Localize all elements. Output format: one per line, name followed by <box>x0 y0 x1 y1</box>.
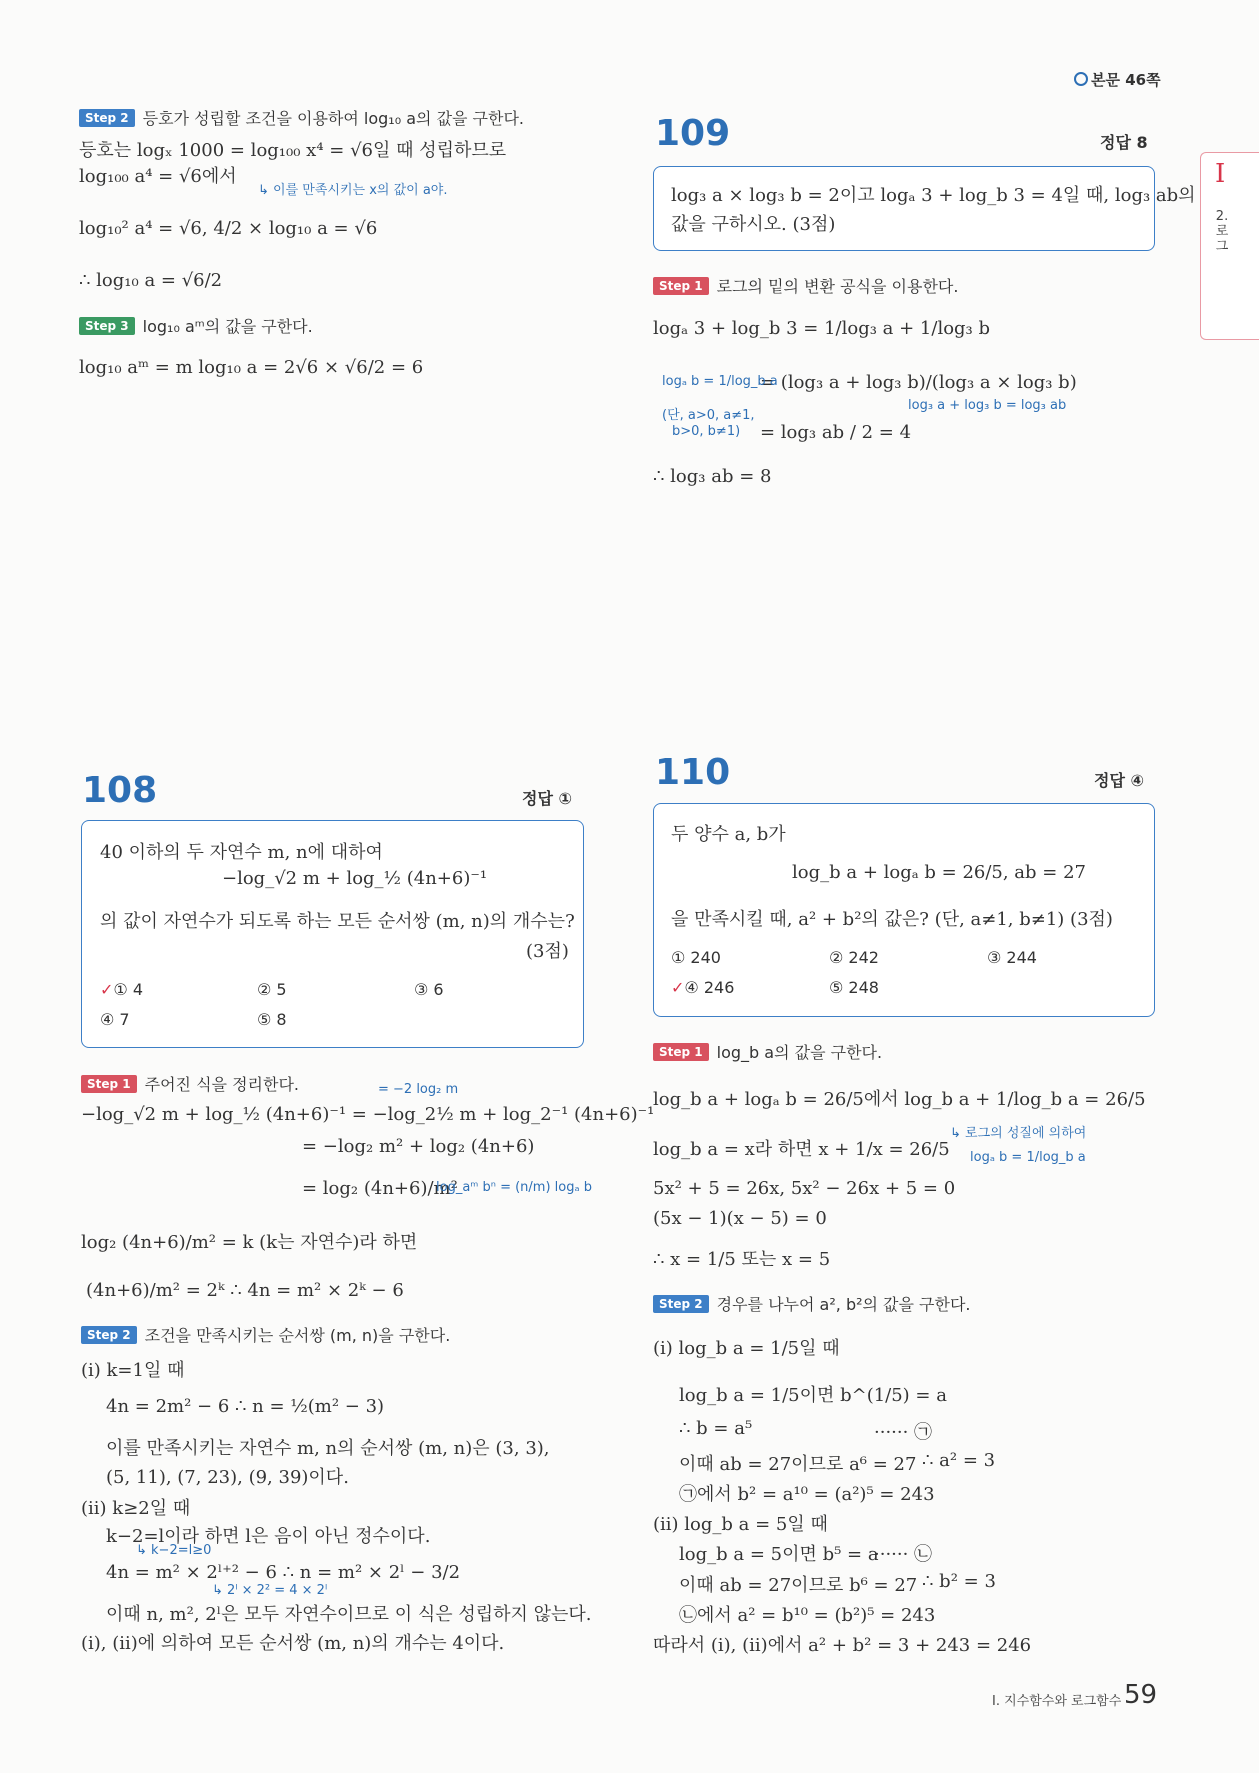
p110-step2-heading <box>653 1292 971 1315</box>
p110-solution-5: ∴ x = 1/5 또는 x = 5 <box>653 1249 831 1270</box>
p110-case-9: ㉡에서 a² = b¹⁰ = (b²)⁵ = 243 <box>679 1605 936 1626</box>
checkmark-icon: ✓ <box>100 980 114 999</box>
choice-108-1[interactable] <box>100 980 143 999</box>
left-line-5: log₁₀ aᵐ = m log₁₀ a = 2√6 × √6/2 = 6 <box>79 357 424 378</box>
question-110-line-3: 을 만족시킬 때, a² + b²의 값은? (단, a≠1, b≠1) (3점) <box>671 909 1113 930</box>
step-title: log₁₀ aᵐ의 값을 구한다. <box>142 317 313 336</box>
choice-108-4[interactable]: ④ 7 <box>100 1010 130 1029</box>
p109-solution-2: = (log₃ a + log₃ b)/(log₃ a × log₃ b) <box>760 372 1077 393</box>
page-reference <box>1074 69 1161 90</box>
footer-chapter: I. 지수함수와 로그함수 <box>992 1694 1122 1709</box>
step-title: 경우를 나누어 a², b²의 값을 구한다. <box>716 1295 971 1314</box>
side-tab-roman: I <box>1215 159 1226 189</box>
question-110-line-1: 두 양수 a, b가 <box>671 824 786 845</box>
question-108-line-2: −log_√2 m + log_½ (4n+6)⁻¹ <box>222 868 488 889</box>
p108-case-6: k−2=l이라 하면 l은 음이 아닌 정수이다. <box>106 1526 431 1547</box>
choice-108-2[interactable]: ② 5 <box>257 980 287 999</box>
step-title: 조건을 만족시키는 순서쌍 (m, n)을 구한다. <box>144 1326 451 1345</box>
page-reference-text: 본문 46쪽 <box>1091 71 1161 89</box>
question-108-line-4: (3점) <box>526 941 569 962</box>
p110-case-5: ㉠에서 b² = a¹⁰ = (a²)⁵ = 243 <box>679 1484 935 1505</box>
p109-solution-3: = log₃ ab / 2 = 4 <box>760 422 912 443</box>
p109-note-d: log₃ a + log₃ b = log₃ ab <box>908 398 1067 413</box>
step-badge: Step 1 <box>653 1043 709 1061</box>
answer-108: 정답 ① <box>522 789 573 808</box>
question-108-line-1: 40 이하의 두 자연수 m, n에 대하여 <box>100 842 383 863</box>
choice-110-5[interactable]: ⑤ 248 <box>829 978 879 997</box>
p110-solution-4: (5x − 1)(x − 5) = 0 <box>653 1208 827 1229</box>
p108-expr-2: = −log₂ m² + log₂ (4n+6) <box>302 1136 535 1157</box>
left-line-1: 등호는 logₓ 1000 = log₁₀₀ x⁴ = √6일 때 성립하므로 <box>79 140 507 161</box>
p108-case-2: 4n = 2m² − 6 ∴ n = ½(m² − 3) <box>106 1396 385 1417</box>
p108-note-1: = −2 log₂ m <box>378 1082 459 1097</box>
choice-110-1[interactable]: ① 240 <box>671 948 721 967</box>
step-badge: Step 1 <box>653 277 709 295</box>
left-line-2: log₁₀₀ a⁴ = √6에서 <box>79 166 237 187</box>
left-line-4: ∴ log₁₀ a = √6/2 <box>79 270 223 291</box>
p110-case-4-result: ∴ a² = 3 <box>922 1450 996 1471</box>
p108-case-9: (i), (ii)에 의하여 모든 순서쌍 (m, n)의 개수는 4이다. <box>81 1633 505 1654</box>
p108-step1-heading <box>81 1072 299 1095</box>
step-title: log_b a의 값을 구한다. <box>716 1043 883 1062</box>
p110-case-10: 따라서 (i), (ii)에서 a² + b² = 3 + 243 = 246 <box>653 1635 1032 1656</box>
p110-case-2: log_b a = 1/5이면 b^(1/5) = a <box>679 1385 947 1406</box>
choice-110-3[interactable]: ③ 244 <box>987 948 1037 967</box>
p109-step1-heading <box>653 274 958 297</box>
choice-108-5[interactable]: ⑤ 8 <box>257 1010 287 1029</box>
step-title: 등호가 성립할 조건을 이용하여 log₁₀ a의 값을 구한다. <box>142 109 525 128</box>
p108-expr-1: −log_√2 m + log_½ (4n+6)⁻¹ = −log_2½ m + log_2⁻¹ (4n+6)⁻¹ <box>81 1104 655 1125</box>
p110-note-2: logₐ b = 1/log_b a <box>970 1150 1086 1165</box>
chapter-side-tab <box>1200 152 1259 340</box>
question-109-line-1: log₃ a × log₃ b = 2이고 logₐ 3 + log_b 3 = 4일 때, log₃ ab의 <box>671 185 1196 206</box>
problem-number-108: 108 <box>82 770 158 811</box>
step-title: 로그의 밑의 변환 공식을 이용한다. <box>716 277 959 296</box>
p110-case-7: log_b a = 5이면 b⁵ = a <box>679 1544 879 1565</box>
p108-case-4: (5, 11), (7, 23), (9, 39)이다. <box>106 1467 349 1488</box>
p110-case-6: (ii) log_b a = 5일 때 <box>653 1514 828 1535</box>
p108-expr-3: = log₂ (4n+6)/m² <box>302 1178 458 1199</box>
choice-110-2[interactable]: ② 242 <box>829 948 879 967</box>
p110-case-8-result: ∴ b² = 3 <box>922 1571 996 1592</box>
p108-step2-heading <box>81 1323 450 1346</box>
p110-solution-2: log_b a = x라 하면 x + 1/x = 26/5 <box>653 1139 950 1160</box>
p108-case-5: (ii) k≥2일 때 <box>81 1498 191 1519</box>
p109-solution-1: logₐ 3 + log_b 3 = 1/log₃ a + 1/log₃ b <box>653 318 991 339</box>
step-badge: Step 2 <box>79 109 135 127</box>
p108-case-3: 이를 만족시키는 자연수 m, n의 순서쌍 (m, n)은 (3, 3), <box>106 1438 550 1459</box>
step-badge: Step 3 <box>79 317 135 335</box>
p108-expr-5: (4n+6)/m² = 2ᵏ ∴ 4n = m² × 2ᵏ − 6 <box>86 1280 404 1301</box>
left-note-1: ↳ 이를 만족시키는 x의 값이 a야. <box>258 183 448 198</box>
p109-note-b: (단, a>0, a≠1, <box>662 408 755 423</box>
question-108-line-3: 의 값이 자연수가 되도록 하는 모든 순서쌍 (m, n)의 개수는? <box>100 911 575 932</box>
step-badge: Step 2 <box>653 1295 709 1313</box>
p108-note-3: ↳ k−2=l≥0 <box>136 1543 212 1558</box>
choice-label: ① 4 <box>113 980 144 999</box>
p109-conclusion: ∴ log₃ ab = 8 <box>653 466 772 487</box>
question-box-109 <box>653 166 1155 251</box>
answer-109: 정답 8 <box>1100 133 1148 152</box>
answer-110: 정답 ④ <box>1094 771 1145 790</box>
p108-note-4: ↳ 2ˡ × 2² = 4 × 2ˡ <box>212 1583 328 1598</box>
problem-number-109: 109 <box>655 113 731 154</box>
p109-note-a: logₐ b = 1/log_b a <box>662 374 778 389</box>
p108-expr-4: log₂ (4n+6)/m² = k (k는 자연수)라 하면 <box>81 1232 418 1253</box>
question-109-line-2: 값을 구하시오. (3점) <box>671 214 836 235</box>
step-badge: Step 1 <box>81 1075 137 1093</box>
p110-case-8: 이때 ab = 27이므로 b⁶ = 27 <box>679 1575 918 1596</box>
p108-case-8: 이때 n, m², 2ˡ은 모두 자연수이므로 이 식은 성립하지 않는다. <box>106 1604 592 1625</box>
left-step2-heading <box>79 106 524 129</box>
side-tab-chapter: 2. 로그 <box>1215 209 1229 254</box>
p110-case-3: ∴ b = a⁵ <box>679 1418 753 1439</box>
step-badge: Step 2 <box>81 1326 137 1344</box>
p108-case-7: 4n = m² × 2ˡ⁺² − 6 ∴ n = m² × 2ˡ − 3/2 <box>106 1562 461 1583</box>
p110-step1-heading <box>653 1040 882 1063</box>
p109-note-c: b>0, b≠1) <box>672 424 741 439</box>
choice-label: ④ 246 <box>684 978 735 997</box>
p110-note-1: ↳ 로그의 성질에 의하여 <box>950 1126 1087 1141</box>
circle-icon <box>1074 72 1088 86</box>
p110-solution-1: log_b a + logₐ b = 26/5에서 log_b a + 1/log_b a = 26/5 <box>653 1089 1146 1110</box>
p110-solution-3: 5x² + 5 = 26x, 5x² − 26x + 5 = 0 <box>653 1178 956 1199</box>
p110-case-7-mark: ······ ㉡ <box>874 1544 933 1565</box>
p110-case-3-mark: ······ ㉠ <box>874 1422 933 1443</box>
left-line-3: log₁₀² a⁴ = √6, 4/2 × log₁₀ a = √6 <box>79 218 378 239</box>
p110-case-1: (i) log_b a = 1/5일 때 <box>653 1338 840 1359</box>
problem-number-110: 110 <box>655 752 731 793</box>
p110-case-4: 이때 ab = 27이므로 a⁶ = 27 <box>679 1454 917 1475</box>
step-title: 주어진 식을 정리한다. <box>144 1075 300 1094</box>
left-step3-heading <box>79 314 313 337</box>
choice-108-3[interactable]: ③ 6 <box>414 980 444 999</box>
choice-110-4[interactable] <box>671 978 734 997</box>
p108-case-1: (i) k=1일 때 <box>81 1360 185 1381</box>
page-number: 59 <box>1124 1680 1158 1710</box>
question-110-line-2: log_b a + logₐ b = 26/5, ab = 27 <box>792 862 1086 883</box>
p108-note-2: log_aᵐ bⁿ = (n/m) logₐ b <box>436 1180 592 1195</box>
checkmark-icon: ✓ <box>671 978 685 997</box>
